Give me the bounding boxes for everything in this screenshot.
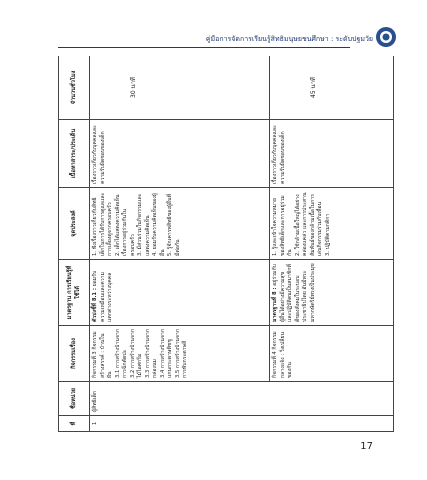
activity-line: กล่องนม <box>152 359 159 378</box>
activity-line: 3.4 การสร้างบ้านจาก <box>159 329 166 378</box>
objective-item: 5. รู้จักเคารพสิทธิของผู้อื่นที่มีต่อกัน <box>167 194 181 256</box>
activity-cell <box>90 326 270 382</box>
activity-line: ไม้ไอศกรีม <box>137 353 144 378</box>
emblem-logo <box>375 26 397 48</box>
activity-line: ของกัน <box>287 362 294 378</box>
activity-line: ฝัน <box>107 371 114 378</box>
standard-title: ตัวบ่งชี้ที่ 8.1 : <box>92 288 98 322</box>
objective-item: 1. ฟังเรื่องราวเกี่ยวกับสิทธิเด็กในการได้รับการดูแลและการเลี้ยงดูจากครอบครัว <box>92 192 114 256</box>
objectives-cell <box>270 188 394 260</box>
column-header: จุดประสงค์ <box>59 188 90 260</box>
activity-line: 3.2 การสร้างบ้านจาก <box>129 329 136 378</box>
hours-cell: 45 นาที <box>270 56 394 120</box>
column-header: จำนวนชั่วโมง <box>59 56 90 120</box>
activity-line: 3.1 การสร้างบ้านจาก <box>114 329 121 378</box>
objective-item: 2. เด็กได้แสดงความคิดเห็นเรื่องการอยู่ร่วมกันในครอบครัว <box>114 194 136 256</box>
row-number: 1 <box>90 416 394 432</box>
content-cell: เรื่องราวเกี่ยวกับบุคคลและความรับผิดชอบของเด็ก <box>270 120 394 188</box>
activity-line: การฉีกตัดปะ <box>122 349 129 378</box>
column-header: กิจกรรมเรื่อง <box>59 326 90 382</box>
standard-text: ยอมรับความเหมือนและความแตกต่างระหว่างบุคคล <box>92 270 114 322</box>
rotated-table-container <box>58 56 394 432</box>
objective-item: 3. ปฏิบัติตามกติกา <box>324 213 331 256</box>
page-header-title: คู่มือการจัดการเรียนรู้สิทธิมนุษยชนศึกษา : ระดับปฐมวัย <box>205 35 373 43</box>
page-number: 17 <box>360 441 373 452</box>
standard-title: มาตรฐานที่ 8 : <box>272 287 278 322</box>
standard-cell <box>270 260 394 326</box>
column-header: ชื่อหน่วย <box>59 382 90 416</box>
objective-item: 3. มีส่วนร่วมในกิจกรรมและแสดงความคิดเห็น <box>137 193 151 256</box>
standard-text: อยู่ร่วมกับผู้อื่นได้อย่างมีความสุขและปฏิบัติตนเป็นสมาชิกที่ดีของสังคมในระบอบประชาธิปไตย อันมีพระมหากษัตริย์ทรงเป็นประมุข <box>272 263 316 322</box>
content-cell: เรื่องราวเกี่ยวกับบุคคลและความรับผิดชอบของเด็ก <box>90 120 270 188</box>
column-header: เนื้อหาสาระ/ประเด็น <box>59 120 90 188</box>
activity-line: กลางแจ้ง : วิ่งเปลี่ยน <box>279 331 286 378</box>
activity-line: แกนกระดาษทิชชู <box>167 339 174 378</box>
objective-item: 4. ยอมรับความคิดเห็นของผู้อื่น <box>152 193 166 256</box>
column-header: มาตรฐาน การเรียนรู้ที่ใช้ได้ <box>59 260 90 326</box>
objective-item: 2. ใช้กล้ามเนื้อใหญ่ได้อย่างคล่องแคล่ว และการประสานสัมพันธ์ของกล้ามเนื้อในการเล่นกิจกรรมร่วมกับเพื่อน <box>294 192 324 256</box>
lesson-plan-table <box>58 56 394 432</box>
table-row <box>270 56 394 432</box>
table-header-row <box>59 56 90 432</box>
objectives-cell <box>90 188 270 260</box>
column-header: ที่ <box>59 416 90 432</box>
activity-line: 3.5 การสร้างบ้านจาก <box>174 329 181 378</box>
unit-name: ผู้สิทธิเด็ก <box>90 382 394 416</box>
activity-line: กิจกรรมที่ 4 กิจกรรม <box>272 331 278 378</box>
activity-line: การพับกระดาษสี <box>182 340 189 378</box>
hours-cell: 30 นาที <box>90 56 270 120</box>
activity-line: 3.3 การสร้างบ้านจาก <box>144 329 151 378</box>
activity-line: กิจกรรมที่ 3 กิจกรรม <box>92 331 98 378</box>
table-row <box>90 56 270 432</box>
objective-item: 1. รู้และเข้าใจความหมายของสิทธิเด็กและการอยู่ร่วมกัน <box>272 195 294 256</box>
header-divider <box>58 47 350 48</box>
standard-cell <box>90 260 270 326</box>
activity-cell <box>270 326 394 382</box>
activity-line: สร้างสรรค์ : บ้านใน <box>99 333 106 378</box>
